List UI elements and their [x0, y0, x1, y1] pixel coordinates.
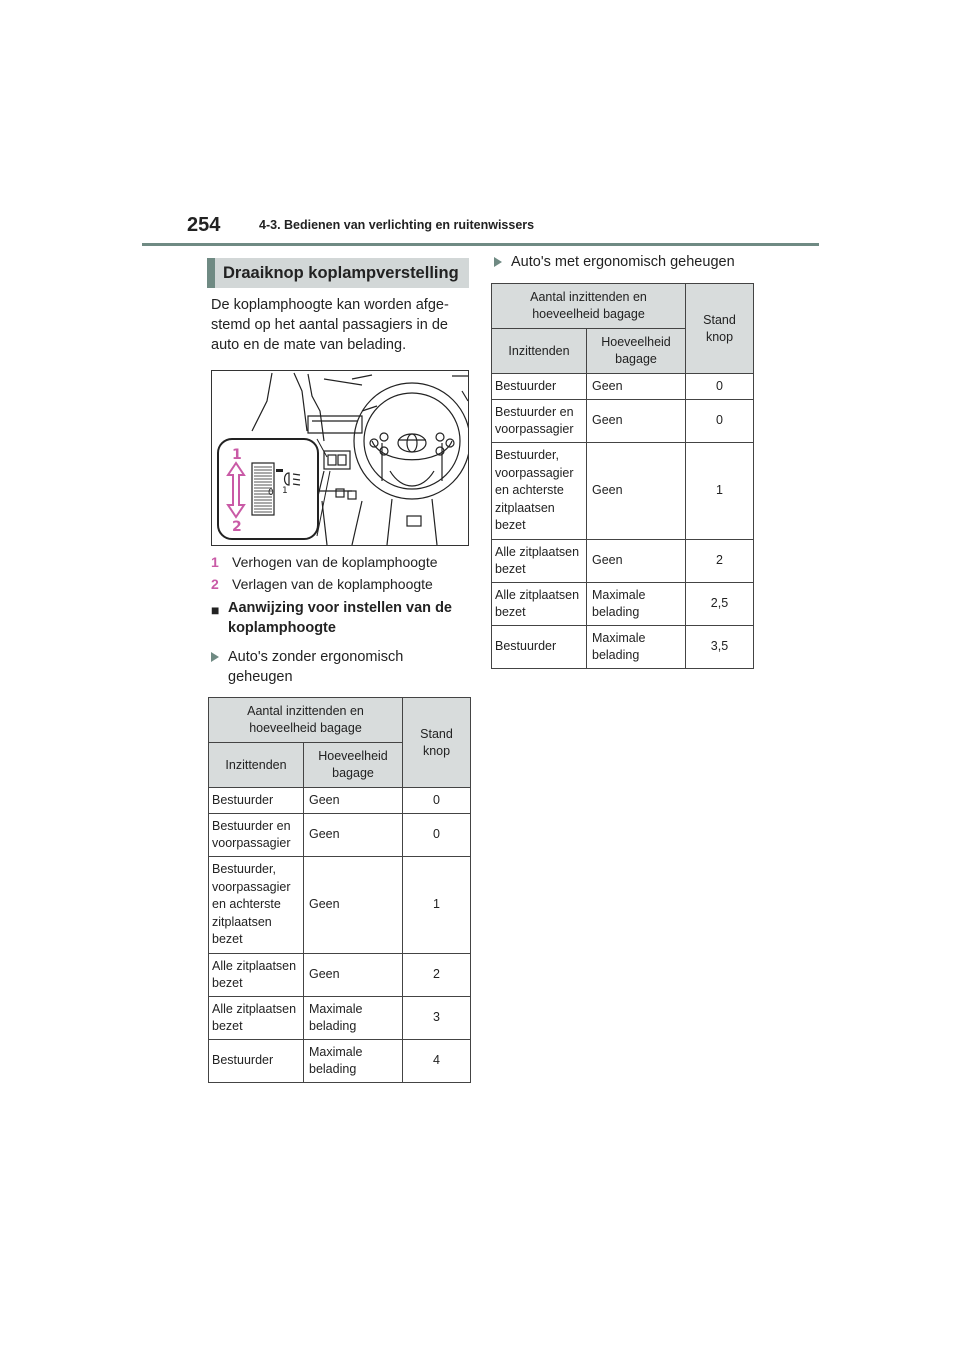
cell-luggage: Geen [587, 540, 686, 583]
dashboard-drawing [212, 371, 468, 545]
cell-occupants: Alle zitplaatsen bezet [209, 997, 304, 1040]
cell-position: 0 [403, 814, 471, 857]
cell-occupants: Alle zitplaatsen bezet [492, 540, 587, 583]
triangle-bullet-icon [211, 652, 219, 662]
legend-item [211, 573, 469, 595]
cell-luggage: Geen [304, 814, 403, 857]
subheading-with-memory [490, 252, 752, 272]
header-position: Stand knop [686, 284, 754, 374]
table-row [209, 857, 471, 954]
dial-mark-1: 1 [282, 486, 288, 496]
figure-label-2: 2 [232, 519, 242, 535]
triangle-bullet-icon [494, 257, 502, 267]
cell-occupants: Bestuurder [209, 788, 304, 814]
page-number: 254 [187, 214, 221, 236]
cell-luggage: Maximale belading [587, 583, 686, 626]
cell-occupants: Bestuurder en voorpassagier [209, 814, 304, 857]
cell-luggage: Geen [587, 400, 686, 443]
cell-position: 4 [403, 1040, 471, 1083]
cell-occupants: Bestuurder [492, 374, 587, 400]
table-header-row [492, 284, 754, 329]
cell-luggage: Maximale belading [304, 997, 403, 1040]
cell-occupants: Bestuurder [492, 626, 587, 669]
subheading-without-memory [207, 647, 469, 687]
chapter-header: 4-3. Bedienen van verlichting en ruitenwissers [259, 218, 535, 232]
table-row [492, 374, 754, 400]
legend-number: 2 [211, 576, 219, 592]
right-column [490, 252, 752, 669]
figure-legend [207, 551, 469, 595]
cell-occupants: Alle zitplaatsen bezet [209, 954, 304, 997]
cell-luggage: Maximale belading [304, 1040, 403, 1083]
cell-occupants: Alle zitplaatsen bezet [492, 583, 587, 626]
header-occupants: Inzittenden [492, 329, 587, 374]
table-with-memory [491, 283, 754, 669]
table-row [209, 997, 471, 1040]
table-header-row [209, 698, 471, 743]
cell-position: 1 [403, 857, 471, 954]
header-group: Aantal inzittenden en hoeveelheid bagage [492, 284, 686, 329]
table-without-memory [208, 697, 471, 1083]
cell-occupants: Bestuurder, voorpassagier en achterste zitplaatsen bezet [209, 857, 304, 954]
cell-luggage: Maximale belading [587, 626, 686, 669]
header-occupants: Inzittenden [209, 743, 304, 788]
section-heading: Draaiknop koplampverstelling [207, 258, 469, 288]
cell-position: 0 [686, 374, 754, 400]
legend-number: 1 [211, 554, 219, 570]
header-position: Stand knop [403, 698, 471, 788]
table-row [492, 626, 754, 669]
subheading-text: Auto's zonder ergonomisch geheugen [228, 649, 404, 685]
cell-luggage: Geen [587, 374, 686, 400]
subheading-text: Auto's met ergonomisch geheugen [511, 254, 735, 270]
cell-position: 0 [403, 788, 471, 814]
left-column [207, 258, 469, 1083]
table-row [492, 400, 754, 443]
header-luggage: Hoeveelheid bagage [587, 329, 686, 374]
cell-position: 2 [403, 954, 471, 997]
cell-luggage: Geen [587, 443, 686, 540]
legend-text: Verlagen van de koplamphoogte [232, 576, 433, 592]
note-heading [207, 598, 469, 638]
cell-position: 3,5 [686, 626, 754, 669]
header-luggage: Hoeveelheid bagage [304, 743, 403, 788]
table-row [209, 814, 471, 857]
cell-occupants: Bestuurder en voorpassagier [492, 400, 587, 443]
cell-luggage: Geen [304, 954, 403, 997]
header-rule [142, 243, 819, 246]
table-row [209, 954, 471, 997]
intro-text: De koplamphoogte kan worden afge-stemd op het aantal passagiers in de auto en de mate van belading. [211, 297, 449, 353]
table-row [492, 443, 754, 540]
legend-item [211, 551, 469, 573]
legend-text: Verhogen van de koplamphoogte [232, 554, 438, 570]
cell-position: 2 [686, 540, 754, 583]
cell-occupants: Bestuurder, voorpassagier en achterste zitplaatsen bezet [492, 443, 587, 540]
cell-position: 1 [686, 443, 754, 540]
headlight-dial-illustration [211, 370, 469, 546]
cell-occupants: Bestuurder [209, 1040, 304, 1083]
table-row [492, 540, 754, 583]
note-heading-text: Aanwijzing voor instellen van de koplamphoogte [228, 600, 452, 636]
cell-position: 0 [686, 400, 754, 443]
cell-position: 2,5 [686, 583, 754, 626]
table-row [209, 788, 471, 814]
figure-label-1: 1 [232, 447, 242, 463]
cell-luggage: Geen [304, 788, 403, 814]
table-row [492, 583, 754, 626]
square-bullet-icon: ■ [211, 602, 220, 618]
header-group: Aantal inzittenden en hoeveelheid bagage [209, 698, 403, 743]
cell-position: 3 [403, 997, 471, 1040]
cell-luggage: Geen [304, 857, 403, 954]
table-row [209, 1040, 471, 1083]
dial-mark-0: 0 [268, 488, 274, 498]
